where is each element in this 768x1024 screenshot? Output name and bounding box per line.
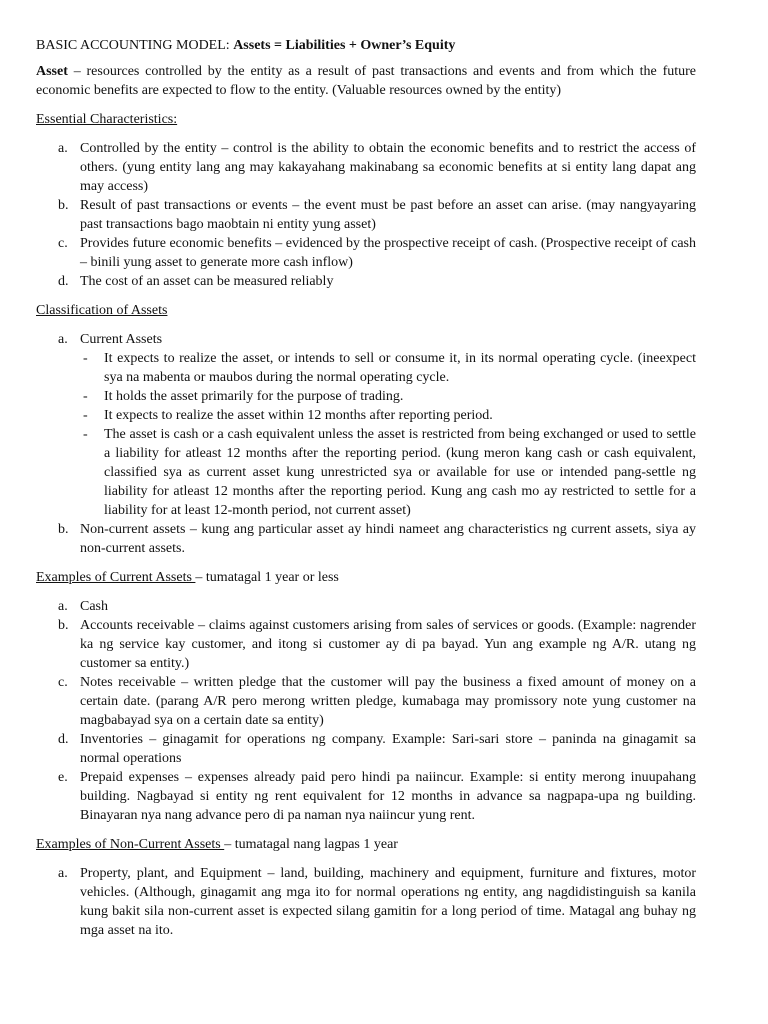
current-assets-criteria: [80, 349, 696, 520]
criteria-item: - It expects to realize the asset within 12 months after reporting period.: [83, 408, 493, 423]
document-title: [36, 36, 696, 55]
title-prefix: BASIC ACCOUNTING MODEL:: [36, 38, 234, 53]
classification-list: [36, 330, 696, 558]
accounting-equation: Assets = Liabilities + Owner’s Equity: [233, 38, 456, 53]
criteria-item: - The asset is cash or a cash equivalent unless the asset is restricted from being exchanged or used to settle a liability for atleast 12 months after the reporting period. (kung meron kang cash or cash equivalent, classified sya as current asset kung unrestricted sya or available for use or intended pang-settle ng liability for atleast 12 months after the reporting period. Kung ang cash mo ay restricted to settle for a liability for at least 12-month period, not current asset): [83, 427, 696, 518]
list-item: a. Property, plant, and Equipment – land, building, machinery and equipment, furniture and fixtures, motor vehicles. (Although, ginagamit ang mga ito for normal operations ng entity, ang nagdidistinguish sa kanila kung bakit sila non-current asset is expected silang gamitin for a long period of time. Matagal ang buhay ng mga asset na ito.: [58, 866, 696, 938]
current-assets-label: Current Assets: [80, 332, 163, 347]
current-assets-item: a. Current Assets - It expects to realize the asset, or intends to sell or consume it, in its normal operating cycle. (ineexpect sya na mabenta or maubos during the normal operating cycle. - It holds the asset primarily for the purpose of trading. - It expects to realize the asset within 12 months after reporting period. - The asset is cash or a cash equivalent unless the asset is restricted from being exchanged or used to settle a liability for atleast 12 months after the reporting period. (kung meron kang cash or cash equivalent, classified sya as current asset kung unrestricted sya or available for use or intended pang-settle ng liability for atleast 12 months after the reporting period. Kung ang cash mo ay restricted to settle for a liability for at least 12-month period, not current asset): [58, 332, 696, 518]
examples-current-heading: Examples of Current Assets – tumatagal 1 year or less: [36, 570, 339, 585]
list-item: c. Provides future economic benefits – evidenced by the prospective receipt of cash. (Prospective receipt of cash – binili yung asset to generate more cash inflow): [58, 236, 696, 270]
list-item: a. Controlled by the entity – control is the ability to obtain the economic benefits and to restrict the access of others. (yung entity lang ang may kakayahang makinabang sa economic benefits at si entity lang dapat ang may access): [58, 141, 696, 194]
examples-current-list: [36, 597, 696, 825]
criteria-item: - It holds the asset primarily for the purpose of trading.: [83, 389, 404, 404]
list-item: d. Inventories – ginagamit for operations ng company. Example: Sari-sari store – paninda na ginagamit sa normal operations: [58, 732, 696, 766]
list-item: a. Cash: [58, 599, 108, 614]
essential-characteristics-heading: Essential Characteristics:: [36, 112, 178, 127]
essential-characteristics-list: [36, 139, 696, 291]
classification-heading: Classification of Assets: [36, 303, 168, 318]
list-item: e. Prepaid expenses – expenses already paid pero hindi pa naiincur. Example: si entity merong inuupahang building. Nagbayad si entity ng rent equivalent for 12 months in advance sa nagpapa-upa ng building. Binayaran nya nang advance pero di pa naman nya naiincur yung rent.: [58, 770, 696, 823]
list-item: b. Result of past transactions or events – the event must be past before an asset can arise. (may nangyayaring past transactions bago maobtain ni entity yung asset): [58, 198, 696, 232]
asset-definition: [36, 62, 696, 100]
asset-definition-text: – resources controlled by the entity as a result of past transactions and events and from which the future economic benefits are expected to flow to the entity. (Valuable resources owned by the entity): [36, 64, 696, 98]
asset-term: Asset: [36, 64, 68, 79]
examples-noncurrent-list: [36, 864, 696, 940]
noncurrent-assets-item: b. Non-current assets – kung ang particular asset ay hindi nameet ang characteristics ng current assets, siya ay non-current assets.: [58, 522, 696, 556]
list-item: b. Accounts receivable – claims against customers arising from sales of services or goods. (Example: nagrender ka ng service kay customer, and itong si customer ay di pa bayad. Yun ang example ng A/R. utang ng customer sa entity.): [58, 618, 696, 671]
list-item: d. The cost of an asset can be measured reliably: [58, 274, 334, 289]
list-item: c. Notes receivable – written pledge that the customer will pay the business a fixed amount of money on a certain date. (parang A/R pero merong written pledge, kumabaga may promissory note yung customer na magbabayad sya on a certain date sa entity): [58, 675, 696, 728]
criteria-item: - It expects to realize the asset, or intends to sell or consume it, in its normal operating cycle. (ineexpect sya na mabenta or maubos during the normal operating cycle.: [83, 351, 696, 385]
examples-noncurrent-heading: Examples of Non-Current Assets – tumatagal nang lagpas 1 year: [36, 837, 398, 852]
